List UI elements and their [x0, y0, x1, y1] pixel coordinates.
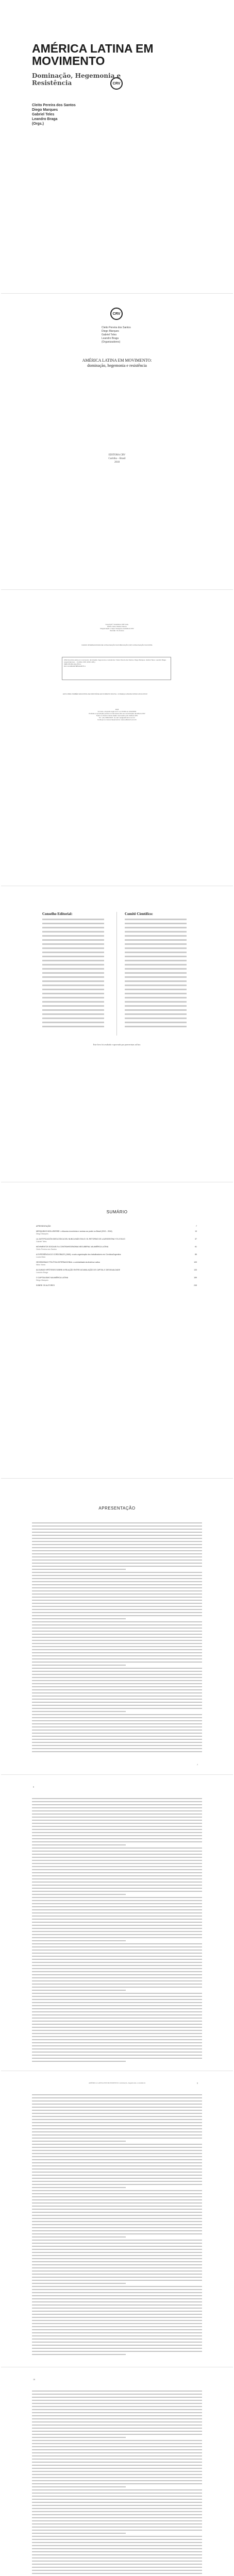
toc-entry-author: Cleito Pereira dos Santos	[36, 1248, 57, 1250]
cip-record: A512 América Latina em movimento: dominação, hegemonia e resistência / Cleito Pereira dos Santos, Diego Marques, Gabriel Teles, Leandro Braga (organizadores). – Curitiba: CRV, 2018. 248 p.	[64, 659, 166, 663]
editor-text: Editor-chefe: Railson Moura	[107, 625, 127, 628]
organizer-role: (Orgs.)	[32, 122, 44, 126]
copyright-text: Copyright © da Editora CRV Ltda.	[105, 623, 129, 625]
scientific-committee-heading: Comitê Científico:	[125, 912, 154, 916]
title-page-authors	[102, 326, 131, 344]
author-name: Leandro Braga	[102, 337, 119, 340]
column-divider	[116, 912, 117, 1036]
author-name: Diego Marques	[102, 330, 119, 333]
book-title: AMÉRICA LATINA EM MOVIMENTO:	[82, 358, 152, 363]
revision-text: Revisão: Os Autores	[110, 630, 124, 632]
toc-entry-page: 85	[195, 1253, 197, 1256]
toc-entry-title: MESQUINHO MOLUSKRISE: o discurso econômico e acesso ao poder no Brasil (2013 - 2016)	[36, 1230, 112, 1232]
credits-page	[1, 592, 233, 886]
layout-text: Diagramação e Capa: Designers da Editora CRV	[100, 628, 134, 630]
toc-entry[interactable]	[36, 1230, 197, 1235]
text-page	[1, 1777, 233, 2071]
toc-entry-title: LA JUSTIFICACIÓN IDEOLÓGICA DEL NUNCA MÁS EXILIO: EL RETORNO DE LA ARGENTINA Y EL EXILIO	[36, 1238, 125, 1240]
crv-logo-icon: CRV	[110, 308, 123, 320]
organizer-name: Leandro Braga	[32, 117, 58, 121]
author-name: Cleito Pereira dos Santos	[102, 326, 131, 329]
digital-notice: ESTA OBRA TAMBÉM ENCONTRA-SE DISPONÍVEL EM FORMATO DIGITAL. CONHEÇA E BAIXE NOSSO APLICATIVO!	[63, 693, 148, 695]
page-number: 7	[197, 1764, 198, 1766]
board-page	[1, 889, 233, 1182]
cover-organizers	[32, 103, 76, 126]
toc-entry-author: Diego Marques	[36, 1233, 48, 1235]
organizer-name: Diego Marques	[32, 108, 58, 112]
crv-logo-icon: CRV	[110, 77, 123, 90]
toc-entry-author: Nildo Viana	[36, 1264, 45, 1266]
isbn-text: ISBN 978-85-444-2576-1	[64, 663, 81, 665]
toc-entry-author: Gabriel Teles	[36, 1241, 47, 1243]
toc-entry-title: SOBRE OS AUTORES	[36, 1284, 55, 1286]
toc-entry-title: HEGEMONIA E POLÍTICA INTERNACIONAL: a centralidade da América Latina	[36, 1261, 100, 1263]
pub-rights: Proibida a reprodução parcial ou total desta obra sem autorização da Editora CRV	[89, 713, 145, 715]
toc-heading: SUMÁRIO	[106, 1210, 128, 1214]
title-page	[1, 296, 233, 590]
toc-entry[interactable]	[36, 1225, 197, 1228]
cover-title: AMÉRICA LATINA EM MOVIMENTO	[32, 42, 154, 67]
title-page-publisher	[1, 453, 233, 464]
toc-entry[interactable]	[36, 1261, 197, 1266]
toc-entry-title: A EXPERIÊNCIA DO CORDOBAZO (1969): a auto-organização dos trabalhadores em Córdoba/Argentina	[36, 1253, 121, 1256]
toc-entry[interactable]	[36, 1238, 197, 1243]
publisher-year: 2018	[114, 461, 120, 464]
cip-title: DADOS INTERNACIONAIS DE CATALOGAÇÃO NA PUBLICAÇÃO (CIP) CATALOGAÇÃO NA FONTE	[81, 644, 153, 646]
toc-entry-page: 61	[195, 1246, 197, 1248]
pub-legal-deposit: Foi feito o depósito legal conf. Lei 10.994 de 14/12/2004	[97, 710, 137, 713]
pub-website: Conheça os nossos lançamentos: www.editoracrv.com.br	[97, 719, 137, 721]
toc-entry-page: 7	[196, 1225, 197, 1227]
author-role: (Organizadores)	[102, 341, 121, 344]
toc-entry[interactable]	[36, 1246, 197, 1251]
toc-entry-title: MOVIMENTOS SOCIAIS E A CONTRAHEGEMONIA NEOLIBERAL NA AMÉRICA LATINA	[36, 1246, 109, 1248]
toc-entry-page: 13	[195, 1230, 197, 1232]
toc-entries	[36, 1225, 197, 1290]
toc-page	[1, 1185, 233, 1479]
toc-entry[interactable]	[36, 1253, 197, 1259]
publisher-info	[78, 708, 156, 721]
intro-heading: APRESENTAÇÃO	[98, 1506, 136, 1511]
peer-review-note: Este livro foi avaliado e aprovado por pareceristas ad hoc.	[93, 1043, 141, 1046]
toc-entry[interactable]	[36, 1284, 197, 1287]
page-number: 10	[33, 2378, 35, 2381]
scientific-committee-list	[125, 919, 187, 1030]
publisher-city: Curitiba – Brasil	[108, 457, 126, 460]
toc-entry-title: ALGUMAS HIPÓTESES SOBRE A RELAÇÃO ENTRE ACUMULAÇÃO DE CAPITAL E DESIGUALDADE	[36, 1269, 120, 1271]
toc-entry-page: 133	[194, 1269, 197, 1271]
cover-page	[1, 0, 233, 294]
pub-year: 2018	[115, 708, 119, 710]
toc-entry-page: 159	[194, 1277, 197, 1279]
toc-entry-author: Diego Marques	[36, 1279, 48, 1281]
toc-entry-page: 245	[194, 1284, 197, 1286]
doi-text: DOI 10.24824/978854442576.1	[64, 665, 86, 667]
pub-rights-2: Todos os direitos desta edição reservados pela: Editora CRV	[96, 715, 138, 717]
intro-page	[1, 1481, 233, 1775]
page-number: 9	[197, 2082, 198, 2084]
page-body-text	[32, 2094, 202, 2357]
page-body-text	[32, 2391, 202, 2576]
toc-entry[interactable]	[36, 1269, 197, 1274]
toc-entry-page: 109	[194, 1261, 197, 1263]
pub-contact: Tel.: (41) 3039-6418 - E-mail: sac@editoracrv.com.br	[98, 717, 136, 719]
text-page	[1, 2370, 233, 2576]
intro-body-text	[32, 1522, 202, 1754]
toc-entry-title: APRESENTAÇÃO	[36, 1225, 51, 1227]
cip-record-box	[62, 657, 171, 680]
toc-entry-title: O CAPITALISMO NA AMÉRICA LATINA	[36, 1277, 69, 1279]
credits-header	[73, 623, 161, 632]
title-page-title	[1, 358, 233, 368]
toc-entry[interactable]	[36, 1277, 197, 1282]
text-page	[1, 2074, 233, 2367]
page-body-text	[32, 1798, 202, 2064]
author-name: Gabriel Teles	[102, 333, 117, 336]
cover-subtitle: Dominação, Hegemonia e Resistência	[32, 72, 121, 87]
toc-entry-page: 37	[195, 1238, 197, 1240]
organizer-name: Cleito Pereira dos Santos	[32, 104, 76, 107]
running-header: AMÉRICA LATINA EM MOVIMENTO: dominação, hegemonia e resistência	[88, 2082, 146, 2084]
toc-entry-author: Leandro Braga	[36, 1272, 48, 1274]
book-subtitle: dominação, hegemonia e resistência	[87, 363, 147, 368]
toc-entry-author: Lucas Maia	[36, 1256, 45, 1258]
organizer-name: Gabriel Teles	[32, 113, 55, 116]
page-number: 8	[33, 1786, 34, 1788]
editorial-board-list	[42, 919, 104, 1030]
publisher-name: EDITORA CRV	[108, 454, 126, 456]
editorial-board-heading: Conselho Editorial:	[42, 912, 73, 916]
